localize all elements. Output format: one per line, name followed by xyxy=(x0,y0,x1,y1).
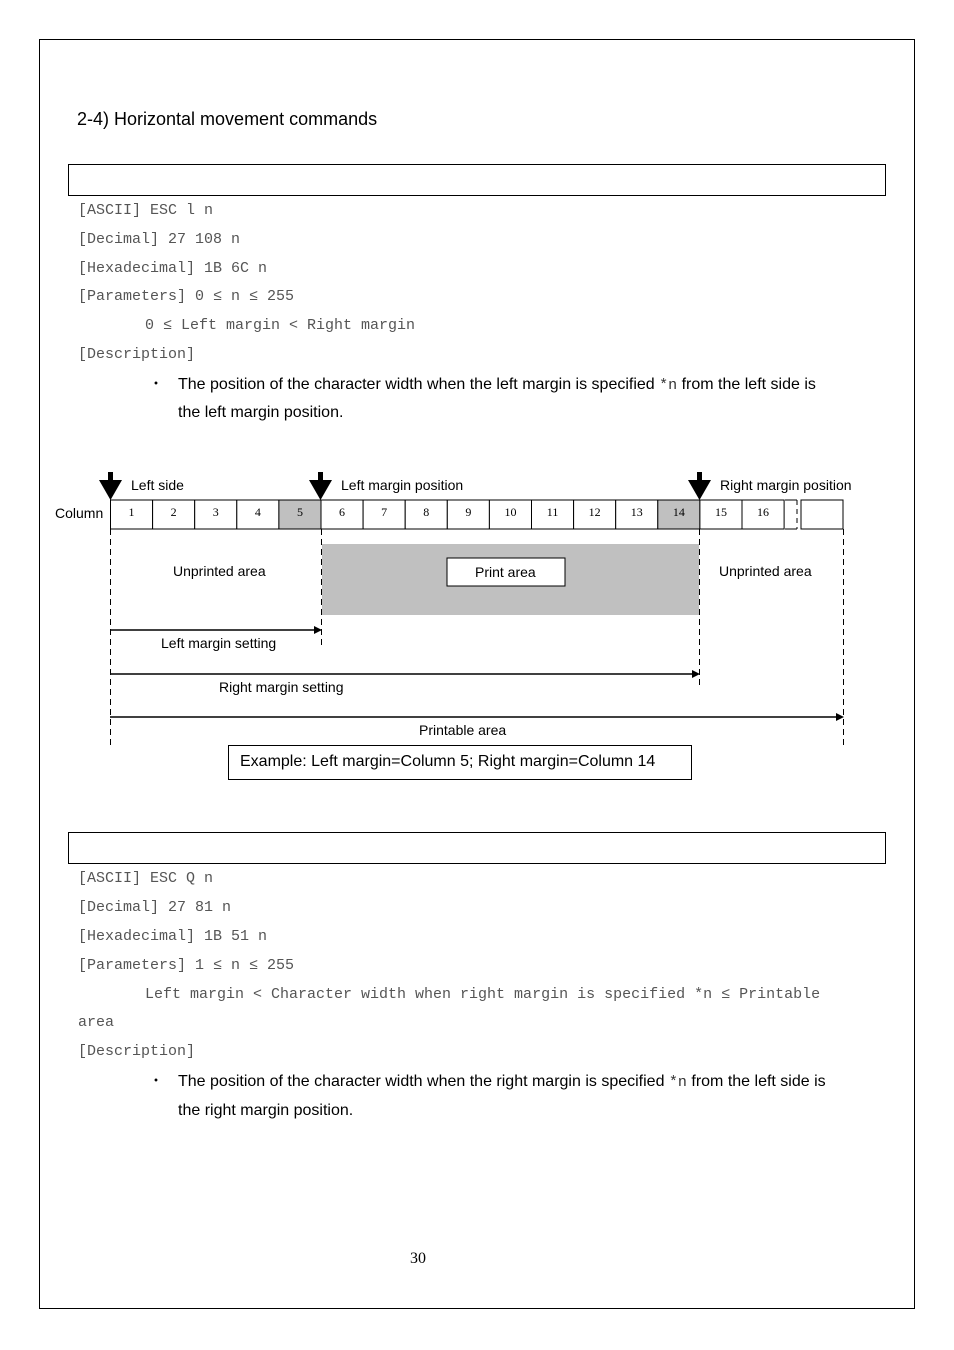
hex-line-2: [Hexadecimal] 1B 51 n xyxy=(78,928,268,945)
left-margin-arrow-icon xyxy=(309,472,332,500)
description-code-2: *n xyxy=(668,1074,687,1091)
description-post-2: from the left side is xyxy=(686,1073,826,1090)
param-note-2-line2: area xyxy=(78,1014,115,1031)
column-number-11: 11 xyxy=(546,505,559,519)
column-number-1: 1 xyxy=(128,505,135,519)
description-text-2 xyxy=(178,1068,826,1097)
bullet-2: ・ xyxy=(148,1073,165,1090)
ascii-line-2: [ASCII] ESC Q n xyxy=(78,870,214,887)
params-line-2: [Parameters] 1 ≤ n ≤ 255 xyxy=(78,957,295,974)
column-cells xyxy=(111,500,785,529)
example-text: Example: Left margin=Column 5; Right margin=Column 14 xyxy=(240,753,656,770)
left-margin-setting-arrow xyxy=(110,626,322,634)
bullet-1: ・ xyxy=(148,376,165,393)
description-pre-1: The position of the character width when the left margin is specified xyxy=(178,376,660,393)
description-label-1: [Description] xyxy=(78,346,196,363)
params-line-1: [Parameters] 0 ≤ n ≤ 255 xyxy=(78,288,295,305)
left-side-arrow-icon xyxy=(99,472,122,500)
column-number-2: 2 xyxy=(170,505,177,519)
description-line2-2: the right margin position. xyxy=(178,1102,354,1119)
command-title-box-2 xyxy=(68,832,886,864)
unprinted-area-left: Unprinted area xyxy=(173,563,266,579)
column-number-13: 13 xyxy=(630,505,643,519)
print-area-label: Print area xyxy=(475,564,536,580)
hex-line-1: [Hexadecimal] 1B 6C n xyxy=(78,260,268,277)
column-number-10: 10 xyxy=(504,505,517,519)
final-column-cell xyxy=(801,500,843,529)
description-post-1: from the left side is xyxy=(677,376,816,393)
column-number-5: 5 xyxy=(296,505,303,519)
description-line2-1: the left margin position. xyxy=(178,404,344,421)
right-margin-setting-label: Right margin setting xyxy=(219,679,344,695)
column-number-12: 12 xyxy=(588,505,601,519)
column-number-6: 6 xyxy=(339,505,346,519)
section-heading: 2-4) Horizontal movement commands xyxy=(77,109,378,129)
right-margin-arrow-icon xyxy=(688,472,711,500)
column-number-15: 15 xyxy=(714,505,727,519)
column-label: Column xyxy=(55,505,104,521)
printable-area-label: Printable area xyxy=(419,722,507,738)
column-number-4: 4 xyxy=(254,505,261,519)
left-side-label: Left side xyxy=(131,477,184,493)
right-margin-position-label: Right margin position xyxy=(720,477,852,493)
column-number-8: 8 xyxy=(423,505,430,519)
right-margin-setting-arrow xyxy=(110,670,700,678)
column-number-9: 9 xyxy=(465,505,472,519)
ascii-line-1: [ASCII] ESC l n xyxy=(78,202,214,219)
decimal-line-1: [Decimal] 27 108 n xyxy=(78,231,241,248)
column-number-14: 14 xyxy=(672,505,685,519)
description-label-2: [Description] xyxy=(78,1043,196,1060)
left-margin-setting-label: Left margin setting xyxy=(161,635,277,651)
param-note-2-line1: Left margin < Character width when right margin is specified *n ≤ Printable xyxy=(145,986,821,1003)
description-pre-2: The position of the character width when the right margin is specified xyxy=(178,1073,669,1090)
column-number-3: 3 xyxy=(212,505,219,519)
decimal-line-2: [Decimal] 27 81 n xyxy=(78,899,232,916)
column-number-16: 16 xyxy=(757,505,770,519)
unprinted-area-right: Unprinted area xyxy=(719,563,812,579)
left-margin-position-label: Left margin position xyxy=(341,477,464,493)
printable-area-arrow xyxy=(110,713,844,721)
column-number-7: 7 xyxy=(381,505,388,519)
param-note-1: 0 ≤ Left margin < Right margin xyxy=(145,317,416,334)
page-number: 30 xyxy=(410,1250,426,1267)
description-code-1: *n xyxy=(659,377,678,394)
